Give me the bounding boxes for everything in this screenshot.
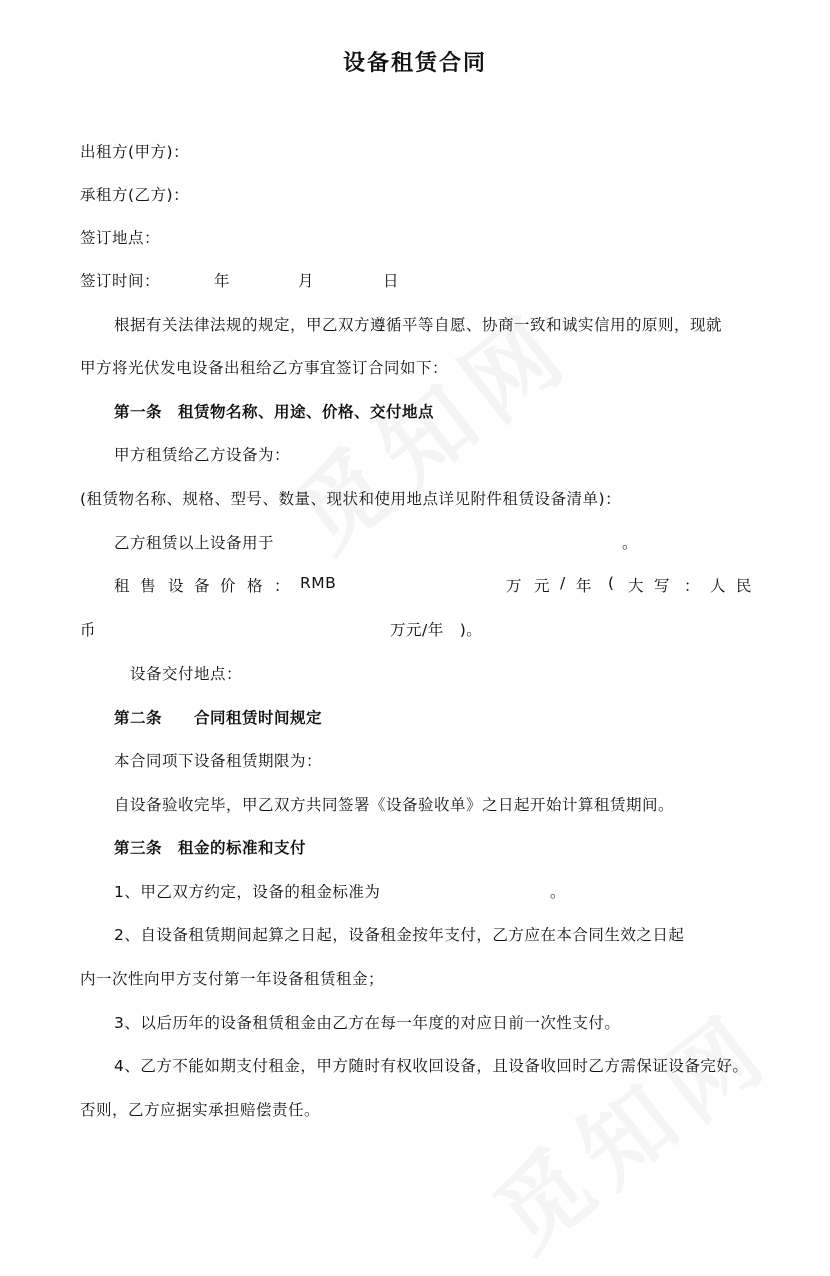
price-char: 写 [654, 577, 671, 595]
article1-p2: (租赁物名称、规格、型号、数量、现状和使用地点详见附件租赁设备清单)： [80, 490, 622, 508]
article3-p4-line2: 否则，乙方应据实承担赔偿责任。 [80, 1101, 321, 1119]
price-char: 租 [114, 577, 131, 595]
article1-p3: 乙方租赁以上设备用于 [114, 534, 275, 552]
document-title: 设备租赁合同 [342, 51, 487, 76]
article1-p1: 甲方租赁给乙方设备为： [114, 446, 291, 464]
delivery-place-field: 设备交付地点： [130, 665, 243, 683]
price-char: 万 [506, 577, 523, 595]
price-line [114, 574, 753, 595]
price-char: 价 [220, 577, 237, 595]
signing-day: 日 [383, 272, 400, 290]
price-char: ： [684, 577, 701, 595]
preamble-line-1: 根据有关法律法规的规定，甲乙双方遵循平等自愿、协商一致和诚实信用的原则，现就 [114, 316, 723, 334]
price-char: ( [608, 574, 615, 592]
signing-year: 年 [214, 272, 231, 290]
article2-p2: 自设备验收完毕，甲乙双方共同签署《设备验收单》之日起开始计算租赁期间。 [114, 796, 675, 814]
article3-p1-end: 。 [550, 883, 567, 901]
article1-heading: 第一条 租赁物名称、用途、价格、交付地点 [114, 403, 435, 421]
price-char: 备 [194, 577, 211, 595]
price-char: 元 [534, 577, 551, 595]
signing-time-label: 签订时间： [80, 272, 161, 290]
price-char: 售 [140, 577, 157, 595]
signing-place-field: 签订地点： [80, 229, 161, 247]
price-line2-start: 币 [80, 621, 97, 639]
price-char: 设 [168, 577, 185, 595]
price-char: 年 [576, 577, 593, 595]
price-char: 民 [736, 577, 753, 595]
price-line2-end: 万元/年 )。 [390, 621, 483, 639]
lessor-field: 出租方(甲方)： [80, 143, 190, 161]
price-char: 格 [247, 577, 264, 595]
lessee-field: 承租方(乙方)： [80, 186, 190, 204]
article2-heading: 第二条 合同租赁时间规定 [114, 709, 323, 727]
article3-p2-line2: 内一次性向甲方支付第一年设备租赁租金； [80, 970, 385, 988]
article3-p1: 1、甲乙双方约定，设备的租金标准为 [114, 883, 381, 901]
article2-p1: 本合同项下设备租赁期限为： [114, 752, 323, 770]
article3-heading: 第三条 租金的标准和支付 [114, 839, 307, 857]
article1-p3-end: 。 [622, 534, 639, 552]
price-char: / [560, 574, 566, 592]
price-char: 人 [710, 577, 727, 595]
price-char: 大 [628, 577, 645, 595]
price-currency: RMB [300, 574, 337, 592]
preamble-line-2: 甲方将光伏发电设备出租给乙方事宜签订合同如下： [80, 359, 449, 377]
article3-p3: 3、以后历年的设备租赁租金由乙方在每一年度的对应日前一次性支付。 [114, 1014, 621, 1032]
article3-p4-line1: 4、乙方不能如期支付租金，甲方随时有权收回设备，且设备收回时乙方需保证设备完好。 [114, 1057, 749, 1075]
signing-month: 月 [298, 272, 315, 290]
price-char: ： [274, 577, 291, 595]
article3-p2-line1: 2、自设备租赁期间起算之日起，设备租金按年支付，乙方应在本合同生效之日起 [114, 926, 685, 944]
